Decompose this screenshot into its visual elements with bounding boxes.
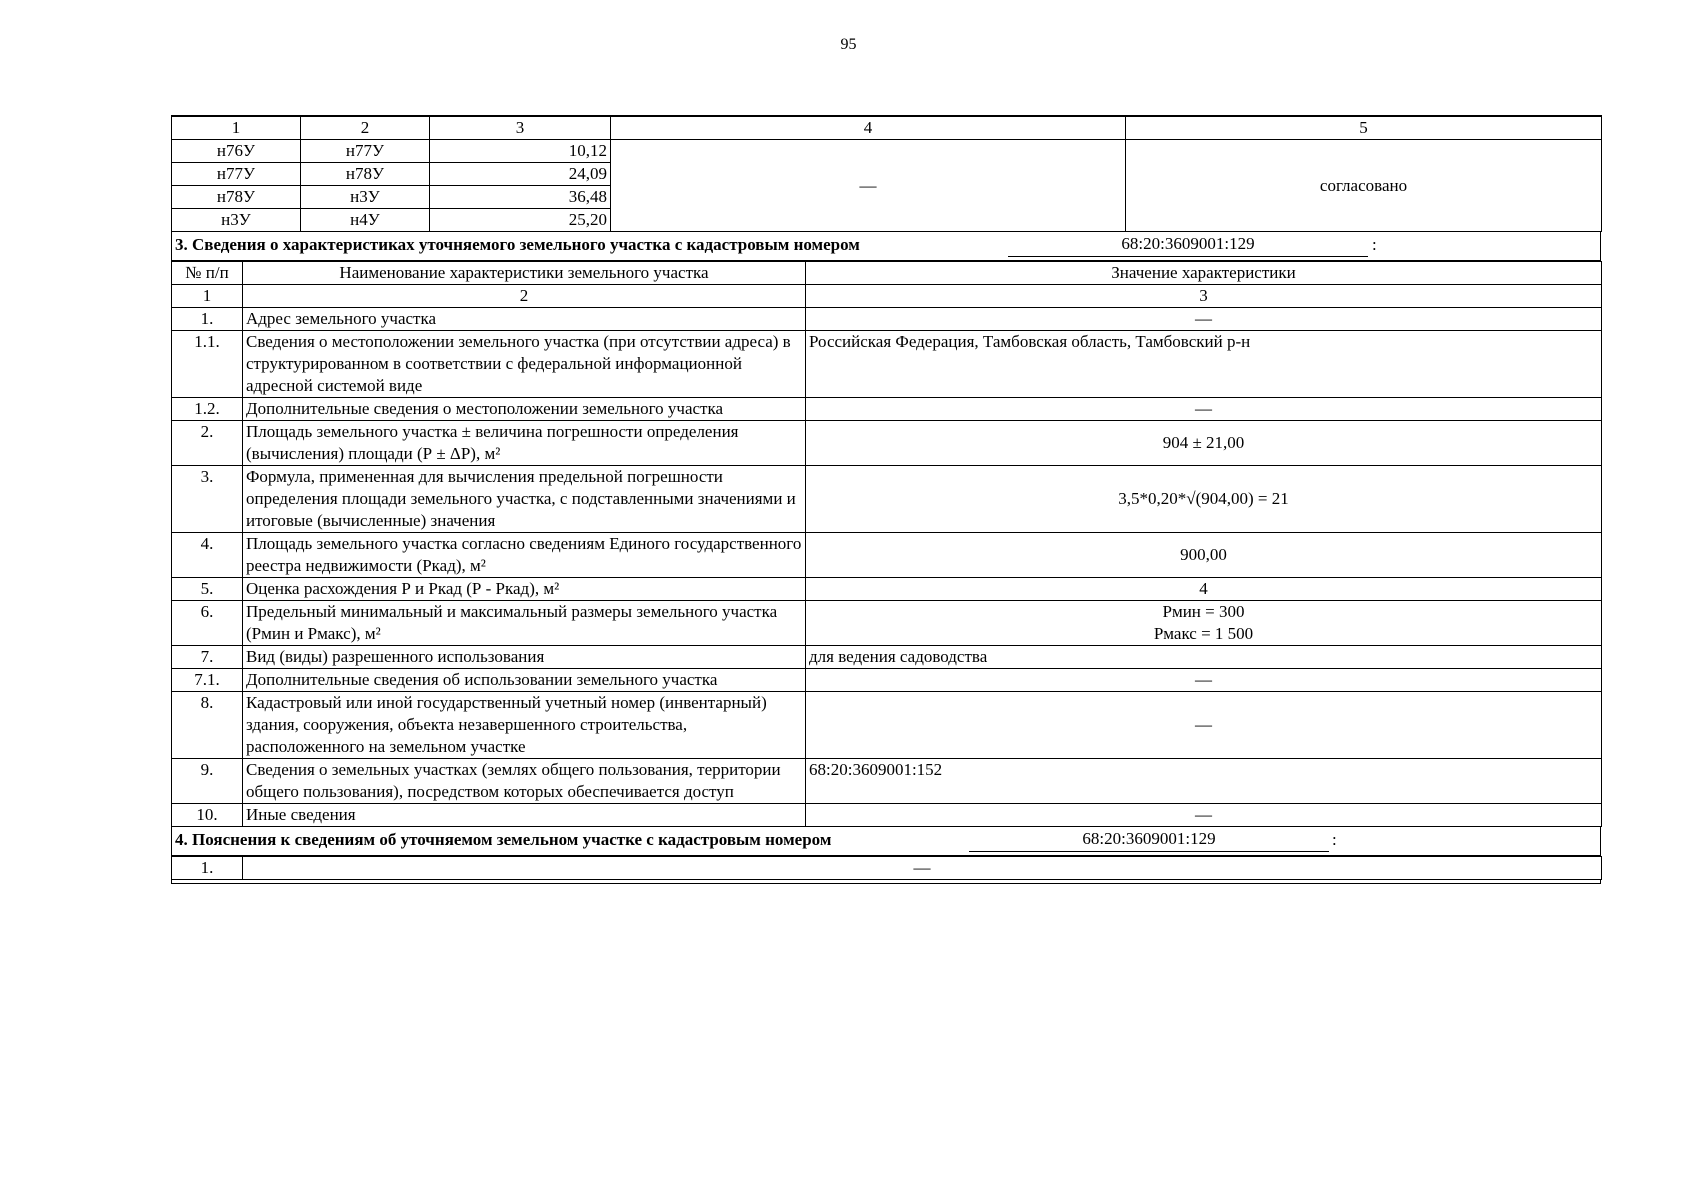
document-sheet	[171, 115, 1601, 884]
point-from: н78У	[172, 186, 301, 209]
row-num: 7.	[172, 646, 243, 669]
row-name: Площадь земельного участка согласно сведениям Единого государственного реестра недвижимости (Ркад), м²	[243, 533, 806, 578]
row-name: Предельный минимальный и максимальный размеры земельного участка (Рмин и Рмакс), м²	[243, 601, 806, 646]
numbering-cell: 1	[172, 285, 243, 308]
row-value: —	[806, 692, 1602, 759]
col4-value: —	[611, 140, 1126, 232]
table-row	[172, 140, 1602, 163]
header-cell: 3	[430, 116, 611, 140]
point-to: н77У	[301, 140, 430, 163]
section4-colon: :	[1332, 830, 1337, 849]
table-row	[172, 331, 1602, 398]
row-value: —	[806, 308, 1602, 331]
section4-title: 4. Пояснения к сведениям об уточняемом земельном участке с кадастровым номером	[175, 830, 832, 849]
point-from: н3У	[172, 209, 301, 232]
row-value: —	[806, 398, 1602, 421]
table-row	[172, 466, 1602, 533]
header-cell: 1	[172, 116, 301, 140]
explanations-table	[171, 856, 1602, 880]
page-number: 95	[840, 36, 857, 53]
section4-cadastral-number: 68:20:3609001:129	[969, 827, 1329, 852]
boundaries-header-row	[172, 116, 1602, 140]
section3-cadastral-number: 68:20:3609001:129	[1008, 232, 1368, 257]
row-value: 904 ± 21,00	[806, 421, 1602, 466]
row-value: 4	[806, 578, 1602, 601]
row-num: 2.	[172, 421, 243, 466]
section3-title: 3. Сведения о характеристиках уточняемого земельного участка с кадастровым номером	[175, 235, 860, 254]
row-name: Иные сведения	[243, 804, 806, 827]
header-value: Значение характеристики	[806, 262, 1602, 285]
table-row	[172, 308, 1602, 331]
row-num: 5.	[172, 578, 243, 601]
row-name: Дополнительные сведения об использовании земельного участка	[243, 669, 806, 692]
point-from: н77У	[172, 163, 301, 186]
row-name: Сведения о местоположении земельного участка (при отсутствии адреса) в структурированном в соответствии с федеральной информационной адресной системой виде	[243, 331, 806, 398]
table-row	[172, 398, 1602, 421]
table-row	[172, 692, 1602, 759]
boundaries-table	[171, 115, 1602, 232]
row-num: 8.	[172, 692, 243, 759]
row-value: —	[806, 804, 1602, 827]
numbering-row	[172, 285, 1602, 308]
numbering-cell: 3	[806, 285, 1602, 308]
table-row	[172, 601, 1602, 646]
row-value: 3,5*0,20*√(904,00) = 21	[806, 466, 1602, 533]
table-row	[172, 421, 1602, 466]
point-to: н3У	[301, 186, 430, 209]
numbering-cell: 2	[243, 285, 806, 308]
table-row	[172, 759, 1602, 804]
header-name: Наименование характеристики земельного участка	[243, 262, 806, 285]
header-num: № п/п	[172, 262, 243, 285]
segment-length: 10,12	[430, 140, 611, 163]
row-name: Дополнительные сведения о местоположении земельного участка	[243, 398, 806, 421]
table-row	[172, 804, 1602, 827]
row-name: Вид (виды) разрешенного использования	[243, 646, 806, 669]
characteristics-header-row	[172, 262, 1602, 285]
row-value: —	[806, 669, 1602, 692]
row-num: 1.	[172, 857, 243, 880]
row-value: 900,00	[806, 533, 1602, 578]
section3-colon: :	[1372, 235, 1377, 254]
row-value: 68:20:3609001:152	[806, 759, 1602, 804]
row-num: 10.	[172, 804, 243, 827]
point-to: н4У	[301, 209, 430, 232]
row-name: Кадастровый или иной государственный учетный номер (инвентарный) здания, сооружения, объекта незавершенного строительства, расположенного на земельном участке	[243, 692, 806, 759]
min-area-value: Рмин = 300	[1162, 602, 1245, 621]
row-num: 3.	[172, 466, 243, 533]
row-name: Формула, примененная для вычисления предельной погрешности определения площади земельного участка, с подставленными значениями и итоговые (вычисленные) значения	[243, 466, 806, 533]
segment-length: 25,20	[430, 209, 611, 232]
point-to: н78У	[301, 163, 430, 186]
characteristics-table	[171, 261, 1602, 827]
table-bottom-border	[171, 880, 1601, 884]
row-num: 1.1.	[172, 331, 243, 398]
row-value: для ведения садоводства	[806, 646, 1602, 669]
row-name: Оценка расхождения Р и Ркад (Р - Ркад), м²	[243, 578, 806, 601]
point-from: н76У	[172, 140, 301, 163]
row-name: Адрес земельного участка	[243, 308, 806, 331]
row-num: 6.	[172, 601, 243, 646]
header-cell: 4	[611, 116, 1126, 140]
row-value: Российская Федерация, Тамбовская область, Тамбовский р-н	[806, 331, 1602, 398]
row-value: —	[243, 857, 1602, 880]
table-row	[172, 578, 1602, 601]
row-num: 9.	[172, 759, 243, 804]
segment-length: 24,09	[430, 163, 611, 186]
row-num: 7.1.	[172, 669, 243, 692]
section4-heading	[171, 827, 1601, 856]
section3-heading	[171, 232, 1601, 261]
segment-length: 36,48	[430, 186, 611, 209]
table-row	[172, 646, 1602, 669]
max-area-value: Рмакс = 1 500	[1153, 624, 1254, 643]
row-value-range	[806, 601, 1602, 646]
header-cell: 5	[1126, 116, 1602, 140]
header-cell: 2	[301, 116, 430, 140]
row-name: Площадь земельного участка ± величина погрешности определения (вычисления) площади (Р ± ΔР), м²	[243, 421, 806, 466]
col5-value: согласовано	[1126, 140, 1602, 232]
row-num: 1.2.	[172, 398, 243, 421]
table-row	[172, 857, 1602, 880]
table-row	[172, 533, 1602, 578]
row-name: Сведения о земельных участках (землях общего пользования, территории общего пользования), посредством которых обеспечивается доступ	[243, 759, 806, 804]
row-num: 4.	[172, 533, 243, 578]
row-num: 1.	[172, 308, 243, 331]
table-row	[172, 669, 1602, 692]
